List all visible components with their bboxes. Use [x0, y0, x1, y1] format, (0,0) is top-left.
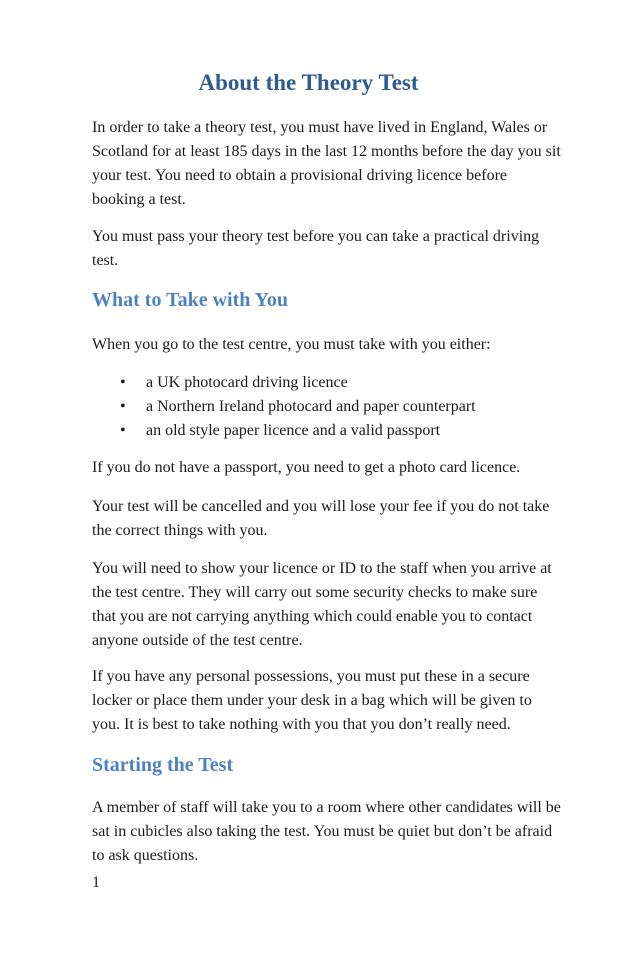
intro-paragraph-1 — [92, 116, 592, 212]
intro-paragraph-2 — [92, 225, 592, 273]
paragraph-possessions — [92, 665, 592, 737]
page-title: About the Theory Test — [198, 70, 419, 95]
section-heading-what-to-take: What to Take with You — [92, 289, 288, 311]
page-number: 1 — [92, 874, 100, 891]
paragraph-starting — [92, 796, 592, 868]
text-line: booking a test. — [92, 191, 186, 208]
list-item — [92, 395, 592, 419]
requirements-list — [92, 371, 592, 443]
paragraph-passport — [92, 456, 592, 480]
bullet-icon: • — [120, 374, 126, 391]
text-line: the correct things with you. — [92, 522, 268, 539]
text-line: test. — [92, 252, 119, 269]
text-line: If you have any personal possessions, you must put these in a secure — [92, 668, 530, 685]
text-line: your test. You need to obtain a provisional driving licence before — [92, 167, 508, 184]
text-line: the test centre. They will carry out some security checks to make sure — [92, 584, 538, 601]
text-line: Scotland for at least 185 days in the last 12 months before the day you sit — [92, 143, 561, 160]
text-line: If you do not have a passport, you need to get a photo card licence. — [92, 459, 521, 476]
list-item — [92, 371, 592, 395]
lead-paragraph — [92, 333, 592, 357]
list-item-text: an old style paper licence and a valid passport — [146, 422, 441, 439]
list-item-text: a Northern Ireland photocard and paper counterpart — [146, 398, 476, 415]
text-line: When you go to the test centre, you must take with you either: — [92, 336, 491, 353]
text-line: You will need to show your licence or ID to the staff when you arrive at — [92, 560, 552, 577]
list-item-text: a UK photocard driving licence — [146, 374, 348, 391]
text-line: You must pass your theory test before you can take a practical driving — [92, 228, 540, 245]
text-line: anyone outside of the test centre. — [92, 632, 303, 649]
text-line: sat in cubicles also taking the test. You must be quiet but don’t be afraid — [92, 823, 553, 840]
text-line: Your test will be cancelled and you will lose your fee if you do not take — [92, 498, 550, 515]
text-line: In order to take a theory test, you must have lived in England, Wales or — [92, 119, 548, 136]
text-line: that you are not carrying anything which could enable you to contact — [92, 608, 533, 625]
bullet-icon: • — [120, 398, 126, 415]
paragraph-security — [92, 557, 592, 653]
section-heading-starting-test: Starting the Test — [92, 754, 234, 776]
text-line: to ask questions. — [92, 847, 199, 864]
text-line: you. It is best to take nothing with you that you don’t really need. — [92, 716, 511, 733]
paragraph-cancelled — [92, 495, 592, 543]
list-item — [92, 419, 592, 443]
text-line: locker or place them under your desk in a bag which will be given to — [92, 692, 532, 709]
bullet-icon: • — [120, 422, 126, 439]
text-line: A member of staff will take you to a room where other candidates will be — [92, 799, 561, 816]
